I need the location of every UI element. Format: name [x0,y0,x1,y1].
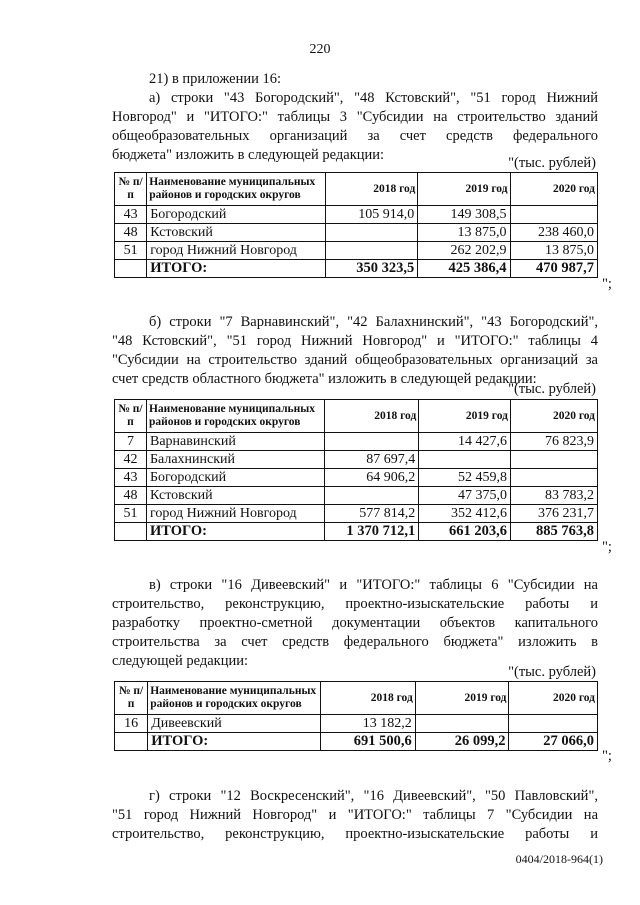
table-row [115,505,598,523]
header-2019: 2019 год [419,400,511,433]
section-a-paragraph [112,70,598,165]
cell-2020 [509,715,598,733]
cell-name: Дивеевский [148,715,321,733]
cell-name: город Нижний Новгород [147,242,326,260]
total-2020: 27 066,0 [509,733,598,751]
total-label: ИТОГО: [147,260,326,278]
section-a-line: Новгород" и "ИТОГО:" таблицы 3 "Субсидии на строительство зданий [112,109,598,125]
section-v-line: строительства за счет средств федерального бюджета" изложить в [112,634,598,650]
table-row [115,242,598,260]
section-v-line: следующей редакции: [112,653,249,669]
cell-2020: 238 460,0 [510,224,597,242]
table-row [115,451,598,469]
header-no: № п/п [115,682,148,715]
cell-no: 51 [115,505,147,523]
section-g-line: строительство, реконструкцию, проектно-изыскательские работы и [112,826,598,842]
section-g-paragraph [112,787,598,844]
total-2018: 1 370 712,1 [325,523,419,541]
cell-no [115,523,147,541]
cell-2020: 13 875,0 [510,242,597,260]
table-row [115,224,598,242]
total-2018: 691 500,6 [321,733,416,751]
section-g-line: г) строки "12 Воскресенский", "16 Дивеевский", "50 Павловский", [149,788,598,804]
unit-label: "(тыс. рублей) [508,155,596,171]
cell-no: 7 [115,433,147,451]
table-closing-quote: "; [602,748,612,764]
cell-name: Кстовский [146,487,324,505]
cell-2018 [326,224,418,242]
intro-line: 21) в приложении 16: [149,71,282,87]
page-number: 220 [309,42,331,57]
cell-no: 48 [115,224,147,242]
header-2018: 2018 год [321,682,416,715]
table-row [115,469,598,487]
cell-2020: 76 823,9 [510,433,597,451]
table-total-row [115,733,598,751]
table-closing-quote: "; [602,539,612,555]
section-v-paragraph [112,576,598,671]
total-label: ИТОГО: [148,733,321,751]
section-v-line: в) строки "16 Дивеевский" и "ИТОГО:" таблицы 6 "Субсидии на [149,577,598,593]
section-v-line: разработку проектно-сметной документации объектов капитального [112,615,598,631]
section-a-line: а) строки "43 Богородский", "48 Кстовский", "51 город Нижний [149,90,598,106]
cell-name: Богородский [146,469,324,487]
section-b-paragraph [112,313,598,389]
cell-2020: 83 783,2 [510,487,597,505]
table-subsidies-federal-capital [114,681,598,751]
cell-no: 43 [115,206,147,224]
table-total-row [115,260,598,278]
cell-name: город Нижний Новгород [146,505,324,523]
cell-2019: 262 202,9 [418,242,510,260]
section-b-line: "48 Кстовский", "51 город Нижний Новгород" и "ИТОГО:" таблицы 4 [112,333,598,349]
table-row [115,206,598,224]
header-2020: 2020 год [510,400,597,433]
cell-2019: 149 308,5 [418,206,510,224]
table-subsidies-federal-schools [114,172,598,278]
table-row [115,487,598,505]
section-a-line: общеобразовательных организаций за счет средств федерального [112,128,598,144]
table-total-row [115,523,598,541]
cell-2019: 47 375,0 [419,487,511,505]
cell-no [115,733,148,751]
cell-2019 [415,715,509,733]
cell-2020: 376 231,7 [510,505,597,523]
cell-name: Балахнинский [146,451,324,469]
cell-no: 43 [115,469,147,487]
table-closing-quote: "; [602,276,612,292]
cell-2019: 352 412,6 [419,505,511,523]
section-b-line: "Субсидии на строительство зданий общеобразовательных организаций за [112,352,598,368]
total-2019: 661 203,6 [419,523,511,541]
header-2018: 2018 год [325,400,419,433]
total-2020: 470 987,7 [510,260,597,278]
cell-no: 42 [115,451,147,469]
table-header-row [115,400,598,433]
total-2020: 885 763,8 [510,523,597,541]
unit-label: "(тыс. рублей) [508,664,596,680]
cell-2018 [325,433,419,451]
cell-2019: 13 875,0 [418,224,510,242]
cell-2019 [419,451,511,469]
header-name: Наименование муниципальных районов и городских округов [146,400,324,433]
cell-2018: 64 906,2 [325,469,419,487]
header-no: № п/п [115,173,147,206]
cell-2018 [325,487,419,505]
header-2020: 2020 год [510,173,597,206]
total-2018: 350 323,5 [326,260,418,278]
table-row [115,715,598,733]
total-2019: 425 386,4 [418,260,510,278]
cell-no: 48 [115,487,147,505]
cell-name: Богородский [147,206,326,224]
header-name: Наименование муниципальных районов и городских округов [148,682,321,715]
table-row [115,433,598,451]
cell-2018: 87 697,4 [325,451,419,469]
cell-name: Кстовский [147,224,326,242]
header-2019: 2019 год [415,682,509,715]
total-2019: 26 099,2 [415,733,509,751]
unit-label: "(тыс. рублей) [508,381,596,397]
section-b-line: б) строки "7 Варнавинский", "42 Балахнинский", "43 Богородский", [149,314,598,330]
cell-2020 [510,451,597,469]
cell-2019: 52 459,8 [419,469,511,487]
section-v-line: строительство, реконструкцию, проектно-изыскательские работы и [112,596,598,612]
cell-2018: 13 182,2 [321,715,416,733]
cell-name: Варнавинский [146,433,324,451]
section-a-line: бюджета" изложить в следующей редакции: [112,147,385,163]
cell-2018: 105 914,0 [326,206,418,224]
cell-2018 [326,242,418,260]
section-b-line: счет средств областного бюджета" изложить в следующей редакции: [112,371,537,387]
cell-no: 16 [115,715,148,733]
header-2018: 2018 год [326,173,418,206]
header-2020: 2020 год [509,682,598,715]
cell-2019: 14 427,6 [419,433,511,451]
cell-2018: 577 814,2 [325,505,419,523]
table-header-row [115,682,598,715]
header-name: Наименование муниципальных районов и городских округов [147,173,326,206]
table-subsidies-regional-schools [114,399,598,541]
section-g-line: "51 город Нижний Новгород" и "ИТОГО:" таблицы 7 "Субсидии на [112,807,598,823]
header-2019: 2019 год [418,173,510,206]
document-code: 0404/2018-964(1) [515,852,603,866]
cell-no: 51 [115,242,147,260]
total-label: ИТОГО: [146,523,324,541]
cell-no [115,260,147,278]
cell-2020 [510,206,597,224]
cell-2020 [510,469,597,487]
header-no: № п/п [115,400,147,433]
table-header-row [115,173,598,206]
